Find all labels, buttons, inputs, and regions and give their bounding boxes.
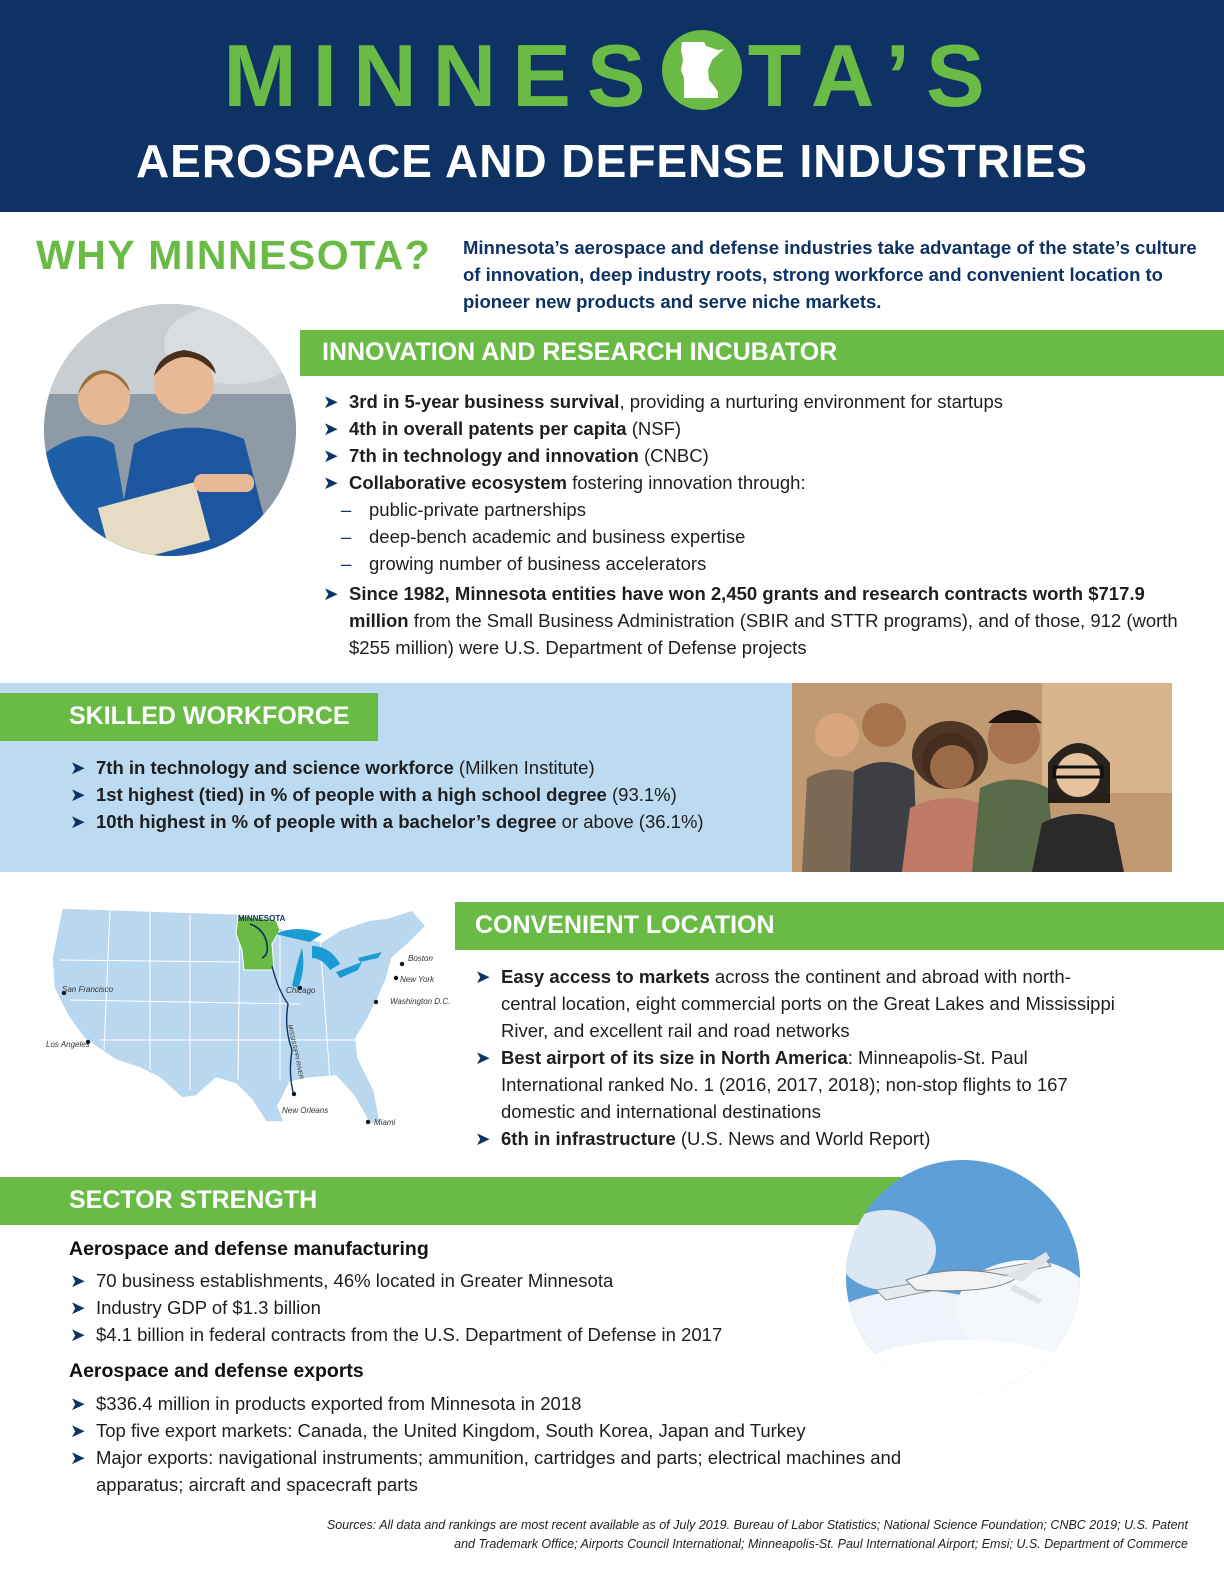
workforce-heading: SKILLED WORKFORCE (69, 702, 350, 730)
chevron-right-icon: ➤ (323, 472, 339, 493)
drone-photo (846, 1160, 1080, 1394)
manufacturing-subheading: Aerospace and defense manufacturing (69, 1238, 429, 1260)
chevron-right-icon: ➤ (323, 445, 339, 466)
dash-icon: – (341, 553, 352, 574)
chevron-right-icon: ➤ (323, 391, 339, 412)
header-banner (0, 0, 1224, 212)
list-item: ➤ Since 1982, Minnesota entities have won 2,450 grants and research contracts worth $717.9 million from the Small Business Administration (SBIR and STTR programs), and of those, 912 (worth $255 million) were U.S. Department of Defense projects (323, 580, 1203, 661)
list-item: ➤ 10th highest in % of people with a bachelor’s degree or above (36.1%) (70, 808, 780, 835)
chevron-right-icon: ➤ (323, 583, 339, 604)
list-item: ➤ 3rd in 5-year business survival, providing a nurturing environment for startups (323, 388, 1203, 415)
list-item: ➤ 7th in technology and science workforce (Milken Institute) (70, 754, 780, 781)
chevron-right-icon: ➤ (70, 1393, 86, 1414)
chevron-right-icon: ➤ (323, 418, 339, 439)
sub-list-item: – growing number of business accelerators (323, 550, 1203, 577)
list-item: ➤ Collaborative ecosystem fostering innovation through: (323, 469, 1203, 496)
list-item: ➤ 4th in overall patents per capita (NSF) (323, 415, 1203, 442)
map-label-city: New York (400, 975, 435, 984)
minnesota-state-icon (662, 30, 742, 110)
list-item: ➤ 70 business establishments, 46% located in Greater Minnesota (70, 1267, 850, 1294)
list-item: ➤ Major exports: navigational instruments; ammunition, cartridges and parts; electrical machines and apparatus; aircraft and spacecraft parts (70, 1444, 990, 1498)
chevron-right-icon: ➤ (70, 1324, 86, 1345)
dash-icon: – (341, 499, 352, 520)
sources-line-1: Sources: All data and rankings are most recent available as of July 2019. Bureau of Labor Statistics; National Science Foundation; CNBC 2019; U.S. Patent (326, 1518, 1188, 1532)
chevron-right-icon: ➤ (70, 1447, 86, 1468)
map-label-city: Miami (374, 1118, 396, 1127)
list-item: ➤ 7th in technology and innovation (CNBC) (323, 442, 1203, 469)
manufacturing-list (70, 1267, 850, 1348)
title-part-1: MINNES (223, 26, 662, 125)
map-label-city: Boston (408, 954, 433, 963)
chevron-right-icon: ➤ (475, 966, 491, 987)
location-heading-bar (455, 902, 1224, 950)
chevron-right-icon: ➤ (70, 1297, 86, 1318)
chevron-right-icon: ➤ (70, 784, 86, 805)
us-map (40, 900, 451, 1135)
map-label-city: Los Angeles (46, 1040, 90, 1049)
subtitle: AEROSPACE AND DEFENSE INDUSTRIES (135, 135, 1089, 187)
technicians-photo (44, 304, 296, 556)
why-minnesota-heading: WHY MINNESOTA? (36, 232, 432, 278)
us-map-graphic (40, 900, 440, 1135)
map-label-city: San Francisco (62, 985, 114, 994)
sub-list-item: – public-private partnerships (323, 496, 1203, 523)
map-label-minnesota: MINNESOTA (238, 914, 286, 923)
workforce-heading-bar (0, 693, 378, 741)
chevron-right-icon: ➤ (70, 811, 86, 832)
list-item: ➤ $4.1 billion in federal contracts from the U.S. Department of Defense in 2017 (70, 1321, 850, 1348)
workforce-list (70, 754, 780, 835)
sector-heading-bar (0, 1177, 920, 1225)
title-part-2: TA’S (747, 26, 1001, 125)
location-heading: CONVENIENT LOCATION (475, 911, 775, 939)
list-item: ➤ 1st highest (tied) in % of people with a high school degree (93.1%) (70, 781, 780, 808)
map-label-city: Washington D.C. (390, 997, 451, 1006)
chevron-right-icon: ➤ (70, 757, 86, 778)
list-item: ➤ $336.4 million in products exported from Minnesota in 2018 (70, 1390, 990, 1417)
dash-icon: – (341, 526, 352, 547)
list-item: ➤ Top five export markets: Canada, the United Kingdom, South Korea, Japan and Turkey (70, 1417, 990, 1444)
list-item: ➤ Best airport of its size in North America: Minneapolis-St. Paul International ranked No. 1 (2016, 2017, 2018); non-stop flights to 167 domestic and international destinations (475, 1044, 1115, 1125)
chevron-right-icon: ➤ (70, 1270, 86, 1291)
why-minnesota-text: Minnesota’s aerospace and defense industries take advantage of the state’s culture of innovation, deep industry roots, strong workforce and convenient location to pioneer new products and serve niche markets. (463, 237, 1197, 312)
people-photo (792, 683, 1172, 872)
innovation-heading: INNOVATION AND RESEARCH INCUBATOR (322, 338, 838, 366)
sources-line-2: and Trademark Office; Airports Council International; Minneapolis-St. Paul International Airport; Emsi; U.S. Department of Commerce (454, 1537, 1188, 1551)
chevron-right-icon: ➤ (475, 1047, 491, 1068)
innovation-list (323, 388, 1203, 661)
chevron-right-icon: ➤ (70, 1420, 86, 1441)
chevron-right-icon: ➤ (475, 1128, 491, 1149)
exports-list (70, 1390, 990, 1498)
list-item: ➤ 6th in infrastructure (U.S. News and World Report) (475, 1125, 1115, 1152)
map-label-city: New Orleans (282, 1106, 329, 1115)
main-title (0, 26, 1224, 125)
sub-list-item: – deep-bench academic and business expertise (323, 523, 1203, 550)
sources-footnote (150, 1516, 1188, 1554)
map-label-city: Chicago (286, 986, 316, 995)
sector-heading: SECTOR STRENGTH (69, 1186, 318, 1214)
map-label-river: MISSISSIPPI RIVER (286, 1024, 304, 1080)
list-item: ➤ Easy access to markets across the continent and abroad with north-central location, eight commercial ports on the Great Lakes and Mississippi River, and excellent rail and road networks (475, 963, 1115, 1044)
location-list (475, 963, 1115, 1152)
exports-subheading: Aerospace and defense exports (69, 1360, 364, 1382)
innovation-heading-bar (300, 330, 1224, 376)
list-item: ➤ Industry GDP of $1.3 billion (70, 1294, 850, 1321)
